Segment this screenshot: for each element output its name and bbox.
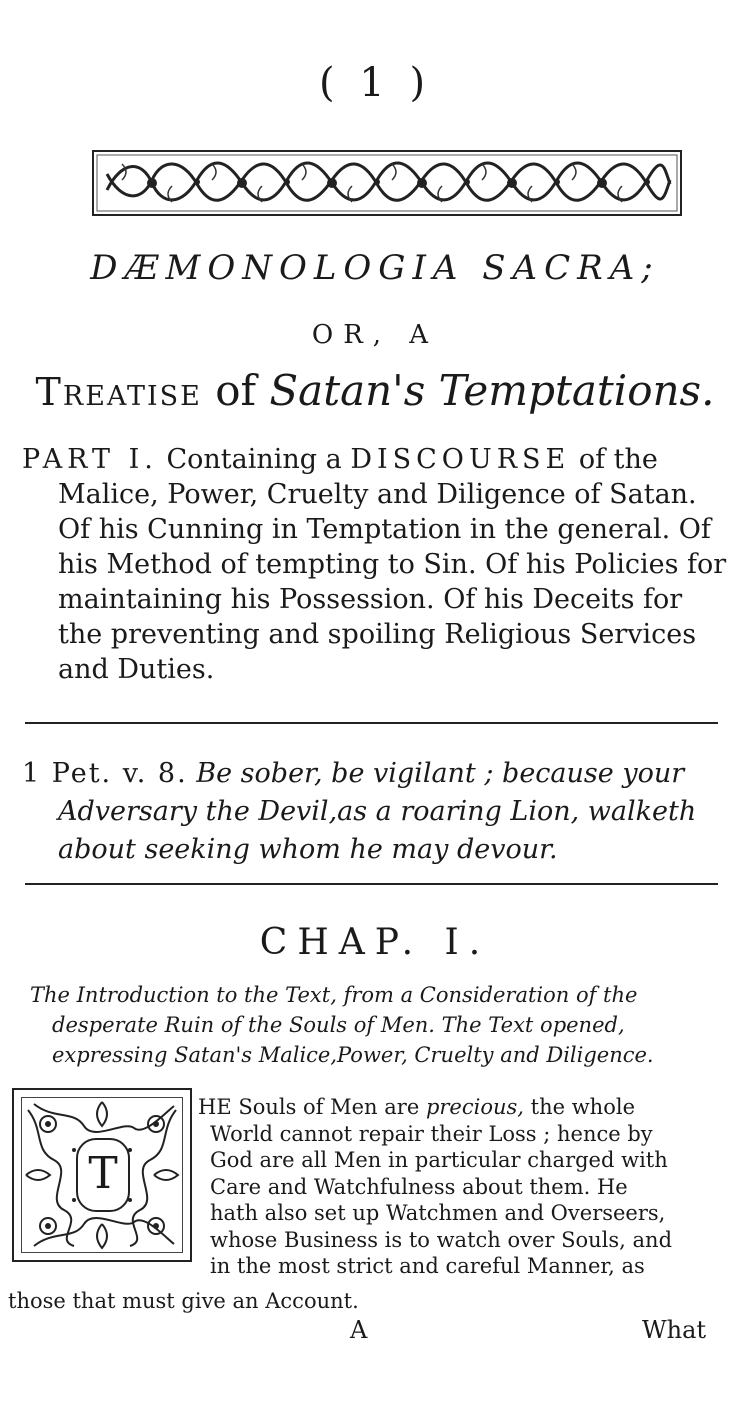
body-line: in the most strict and careful Manner, as — [210, 1254, 645, 1278]
subtitle-of: of — [215, 366, 257, 415]
catchword: What — [642, 1316, 707, 1344]
body-last-line: those that must give an Account. — [8, 1289, 359, 1313]
body-line-start: HE Souls of Men are — [198, 1095, 420, 1119]
chapter-body-text — [198, 1094, 718, 1280]
ornamental-headpiece — [92, 150, 682, 216]
chapter-heading: CHAP. I. — [259, 922, 491, 963]
horizontal-rule — [25, 883, 718, 885]
body-emphasis: precious, — [425, 1095, 524, 1119]
part-text-rest: of the Malice, Power, Cruelty and Diligence of Satan. Of his Cunning in Temptation in the general. Of his Method of tempting to Sin. Of his Policies for maintaining his Possession. Of his Deceits for the preventing and spoiling Religious Services and Duties. — [58, 444, 727, 685]
body-line: God are all Men in particular charged with — [210, 1148, 668, 1172]
subtitle-temptations: Temptations. — [438, 366, 715, 415]
ornamental-drop-cap — [12, 1088, 192, 1262]
drop-cap-letter-box — [76, 1138, 130, 1212]
part-text-start: Containing a — [166, 444, 342, 475]
signature-mark: A — [350, 1316, 368, 1344]
summary-line: The Introduction to the Text, from a Consideration of the — [30, 983, 638, 1007]
work-subtitle — [0, 366, 750, 415]
chapter-summary — [30, 980, 720, 1070]
body-line: hath also set up Watchmen and Overseers, — [210, 1201, 666, 1225]
horizontal-rule — [25, 722, 718, 724]
part-one-paragraph — [22, 442, 732, 687]
subtitle-satans: Satan's — [269, 366, 426, 415]
discourse-word: DISCOURSE — [350, 444, 571, 475]
subtitle-treatise: Treatise — [35, 370, 202, 414]
body-line: whose Business is to watch over Souls, and — [210, 1227, 673, 1252]
body-line — [198, 1094, 718, 1121]
page-number: ( 1 ) — [318, 60, 432, 106]
body-line: World cannot repair their Loss ; hence by — [210, 1121, 653, 1146]
part-label: PART I. — [22, 444, 158, 475]
title-connector: OR, A — [311, 320, 439, 350]
scripture-text: Be sober, be vigilant ; because your Adversary the Devil,as a roaring Lion, walketh about seeking whom he may devour. — [58, 758, 697, 865]
scripture-reference: 1 Pet. v. 8. — [22, 758, 188, 789]
body-line-end: the whole — [530, 1095, 635, 1119]
summary-line: expressing Satan's Malice,Power, Cruelty and Diligence. — [52, 1043, 654, 1067]
work-title: DÆMONOLOGIA SACRA; — [90, 248, 660, 288]
epigraph-paragraph — [22, 755, 728, 869]
scripture-epigraph — [22, 755, 728, 869]
summary-line: desperate Ruin of the Souls of Men. The Text opened, — [52, 1013, 625, 1037]
body-line: Care and Watchfulness about them. He — [210, 1174, 628, 1199]
drop-cap-letter: T — [88, 1148, 118, 1199]
part-one-description — [22, 442, 732, 687]
